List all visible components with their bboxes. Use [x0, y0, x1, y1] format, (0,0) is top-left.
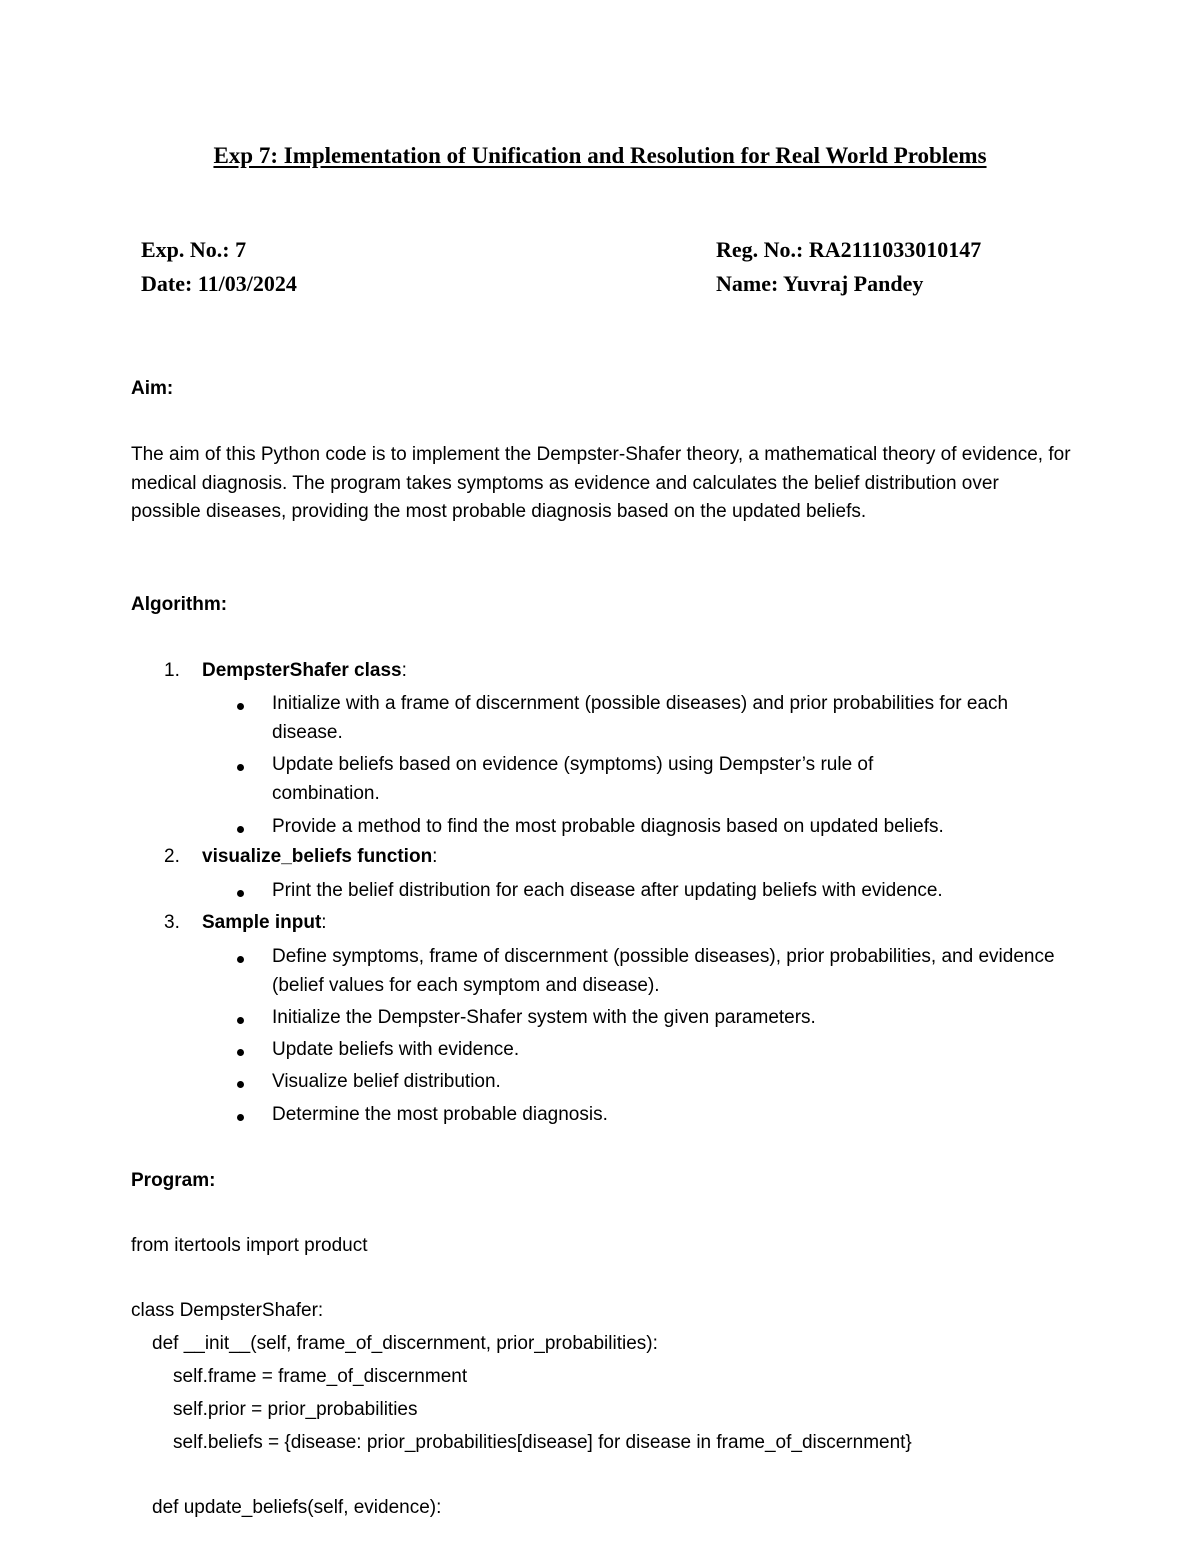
code-line: self.frame = frame_of_discernment — [173, 1366, 468, 1387]
list-number: 1. — [164, 660, 180, 681]
bullet-text: Update beliefs with evidence. — [272, 1039, 520, 1060]
aim-heading: Aim: — [131, 378, 174, 399]
bullet-text: Determine the most probable diagnosis. — [272, 1104, 608, 1125]
bullet-text: Provide a method to find the most probable diagnosis based on updated beliefs. — [272, 816, 944, 837]
bullet-icon — [237, 703, 244, 710]
bullet-text: Define symptoms, frame of discernment (possible diseases), prior probabilities, and evidence (belief values for each symptom and disease). — [272, 946, 1055, 996]
code-line: self.beliefs = {disease: prior_probabilities[disease] for disease in frame_of_discernment} — [173, 1432, 912, 1453]
bullet-text: Initialize with a frame of discernment (possible diseases) and prior probabilities for each disease. — [272, 693, 1009, 743]
date: Date: 11/03/2024 — [141, 271, 297, 296]
student-name: Name: Yuvraj Pandey — [716, 271, 924, 296]
code-line: class DempsterShafer: — [131, 1300, 324, 1321]
bullet-text: Visualize belief distribution. — [272, 1071, 501, 1092]
list-item-label: visualize_beliefs function: — [202, 846, 438, 867]
exp-number: Exp. No.: 7 — [141, 237, 247, 262]
bullet-icon — [237, 890, 244, 897]
bullet-icon — [237, 1049, 244, 1056]
bullet-icon — [237, 1081, 244, 1088]
bullet-icon — [237, 1017, 244, 1024]
bullet-icon — [237, 826, 244, 833]
aim-text: The aim of this Python code is to implement the Dempster-Shafer theory, a mathematical theory of evidence, for medical diagnosis. The program takes symptoms as evidence and calculates the belief distribution over possible diseases, providing the most probable diagnosis based on the updated beliefs. — [131, 444, 1071, 522]
bullet-icon — [237, 956, 244, 963]
bullet-icon — [237, 1114, 244, 1121]
bullet-text: Print the belief distribution for each disease after updating beliefs with evidence. — [272, 880, 943, 901]
list-item-label: DempsterShafer class: — [202, 660, 407, 681]
list-number: 2. — [164, 846, 180, 867]
document-title: Exp 7: Implementation of Unification and Resolution for Real World Problems — [213, 143, 987, 168]
reg-number: Reg. No.: RA2111033010147 — [716, 237, 982, 262]
list-number: 3. — [164, 912, 180, 933]
bullet-text: Update beliefs based on evidence (symptoms) using Dempster’s rule of combination. — [272, 754, 874, 804]
code-line: from itertools import product — [131, 1235, 368, 1256]
list-item-label: Sample input: — [202, 912, 327, 933]
code-line: self.prior = prior_probabilities — [173, 1399, 418, 1420]
code-line: def __init__(self, frame_of_discernment, prior_probabilities): — [152, 1333, 658, 1354]
algorithm-heading: Algorithm: — [131, 594, 228, 615]
bullet-text: Initialize the Dempster-Shafer system with the given parameters. — [272, 1007, 816, 1028]
code-line: def update_beliefs(self, evidence): — [152, 1497, 442, 1518]
bullet-icon — [237, 764, 244, 771]
program-heading: Program: — [131, 1170, 216, 1191]
